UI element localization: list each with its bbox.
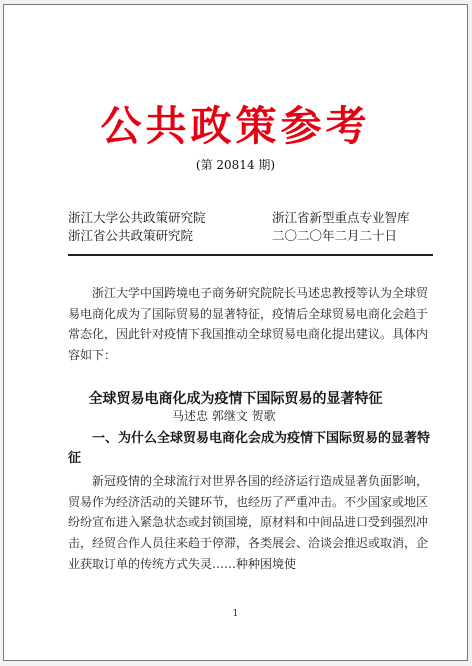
article-authors: 马述忠 郭继文 贺歌 <box>172 409 276 423</box>
institutions-left <box>68 209 206 245</box>
document-page <box>3 4 468 661</box>
article-title: 全球贸易电商化成为疫情下国际贸易的显著特征 <box>88 391 383 407</box>
think-tank-label: 浙江省新型重点专业智库 <box>272 210 410 225</box>
institutions-right <box>272 209 410 245</box>
header-divider <box>68 254 433 256</box>
issue-date: 二〇二〇年二月二十日 <box>272 228 398 243</box>
institution-name: 浙江大学公共政策研究院 <box>68 210 206 225</box>
institution-name: 浙江省公共政策研究院 <box>68 228 194 243</box>
body-paragraph: 新冠疫情的全球流行对世界各国的经济运行造成显著负面影响，贸易作为经济活动的关键环节，也经历了严重冲击。不少国家或地区纷纷宣布进入紧急状态或封锁国境，原材料和中间品进口受到强烈冲击，经贸合作人员往来趋于停滞，各类展会、洽谈会推迟或取消，企业获取订单的传统方式失灵……种种困境使 <box>68 474 429 571</box>
page-number: 1 <box>232 609 239 619</box>
intro-paragraph: 浙江大学中国跨境电子商务研究院院长马述忠教授等认为全球贸易电商化成为了国际贸易的显著特征，疫情后全球贸易电商化会趋于常态化，因此针对疫情下我国推动全球贸易电商化提出建议。具体内容如下： <box>68 286 429 363</box>
section-heading: 一、为什么全球贸易电商化会成为疫情下国际贸易的显著特征 <box>68 431 431 466</box>
issue-number: (第 20814 期) <box>195 158 276 172</box>
masthead-title: 公共政策参考 <box>100 102 371 150</box>
